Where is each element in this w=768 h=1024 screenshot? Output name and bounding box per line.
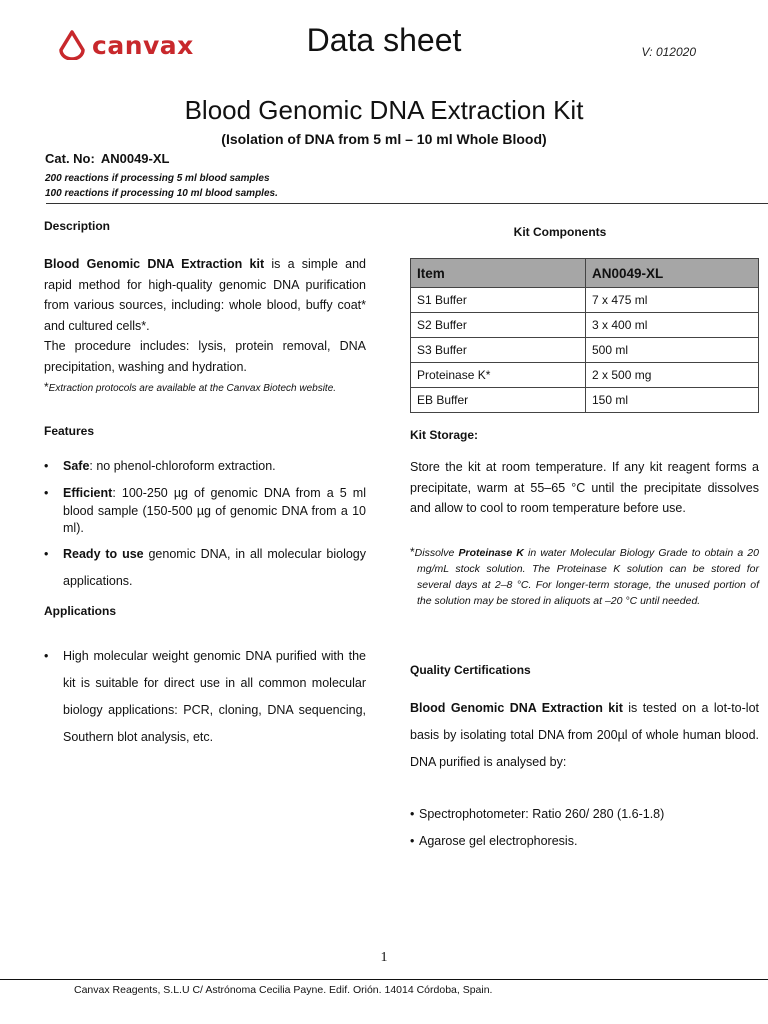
applications-heading: Applications <box>44 604 117 618</box>
note-text: Extraction protocols are available at the Canvax Biotech website. <box>48 383 337 394</box>
list-item <box>44 485 366 538</box>
reactions-info <box>45 171 278 201</box>
column-header: AN0049-XL <box>586 259 759 288</box>
header-divider <box>46 203 768 204</box>
table-header-row <box>411 259 759 288</box>
features-heading: Features <box>44 424 95 438</box>
feature-text: genomic DNA, in all molecular biology applications. <box>63 546 366 588</box>
list-item: • Agarose gel electrophoresis. <box>410 828 759 855</box>
components-table <box>410 258 759 413</box>
catalog-label: Cat. No: <box>45 151 95 166</box>
feature-name: Safe <box>63 459 90 473</box>
feature-text: : 100-250 µg of genomic DNA from a 5 ml blood sample (150-500 µg of genomic DNA from a 10 ml). <box>63 486 366 535</box>
applications-list <box>44 643 366 751</box>
quality-heading: Quality Certifications <box>410 663 531 677</box>
table-row <box>411 313 759 338</box>
storage-heading: Kit Storage: <box>410 428 479 442</box>
features-list <box>44 457 366 595</box>
table-cell: 3 x 400 ml <box>586 313 759 338</box>
quality-list <box>410 801 759 855</box>
logo-text: canvax <box>92 30 194 60</box>
catalog-number <box>45 151 169 166</box>
table-row <box>411 338 759 363</box>
table-row <box>411 363 759 388</box>
column-header: Item <box>411 259 586 288</box>
product-name: Blood Genomic DNA Extraction kit <box>44 257 265 271</box>
table-cell: S3 Buffer <box>411 338 586 363</box>
storage-paragraph: Store the kit at room temperature. If any kit reagent forms a precipitate, warm at 55–65 °C until the precipitate dissolves and allow to cool to room temperature before use. <box>410 460 759 515</box>
reactions-line: 100 reactions if processing 10 ml blood samples. <box>45 188 278 199</box>
note-text: Dissolve <box>414 547 459 559</box>
feature-name: Ready to use <box>63 546 144 561</box>
list-item <box>44 457 366 476</box>
note-text: in water Molecular Biology Grade to obtain a 20 mg/mL stock solution. The Proteinase K solution can be stored for several days at 2–8 °C. For longer-term storage, the unused portion of the solution may be stored in aliquots at –20 °C until needed. <box>417 547 759 607</box>
quality-paragraph <box>410 695 759 776</box>
table-row <box>411 288 759 313</box>
note-asterisk: * <box>44 380 49 394</box>
list-item <box>44 541 366 595</box>
note-bold-text: Proteinase K <box>458 547 524 559</box>
catalog-value: AN0049-XL <box>100 151 170 166</box>
table-cell: Proteinase K* <box>411 363 586 388</box>
table-cell: EB Buffer <box>411 388 586 413</box>
components-heading: Kit Components <box>513 225 607 239</box>
reactions-line: 200 reactions if processing 5 ml blood samples <box>45 173 270 184</box>
table-row <box>411 388 759 413</box>
footer-address: Canvax Reagents, S.L.U C/ Astrónoma Cecilia Payne. Edif. Orión. 14014 Córdoba, Spain. <box>74 984 493 996</box>
table-cell: 500 ml <box>586 338 759 363</box>
feature-name: Efficient <box>63 486 113 500</box>
product-name: Blood Genomic DNA Extraction kit <box>410 701 623 715</box>
description-note <box>44 380 366 396</box>
description-section <box>44 254 366 396</box>
description-heading: Description <box>44 219 111 233</box>
table-cell: 2 x 500 mg <box>586 363 759 388</box>
list-item: • Spectrophotometer: Ratio 260/ 280 (1.6-1.8) <box>410 801 759 828</box>
description-text: is a simple and rapid method for high-quality genomic DNA purification from various sources, including: whole blood, buffy coat* and cultured cells*. <box>44 257 366 333</box>
storage-note-text <box>410 544 759 609</box>
storage-note <box>410 544 759 609</box>
version-label: V: 012020 <box>641 45 696 59</box>
table-cell: S2 Buffer <box>411 313 586 338</box>
table-cell: 150 ml <box>586 388 759 413</box>
table-cell: S1 Buffer <box>411 288 586 313</box>
document-title: Data sheet <box>306 22 462 58</box>
procedure-paragraph: The procedure includes: lysis, protein removal, DNA precipitation, washing and hydration. <box>44 339 366 374</box>
footer-divider <box>0 979 768 980</box>
feature-text: : no phenol-chloroform extraction. <box>89 459 276 473</box>
kit-title: Blood Genomic DNA Extraction Kit <box>184 95 584 125</box>
table-cell: 7 x 475 ml <box>586 288 759 313</box>
page-number: 1 <box>380 950 388 965</box>
kit-subtitle: (Isolation of DNA from 5 ml – 10 ml Whole Blood) <box>221 131 547 147</box>
list-item: • High molecular weight genomic DNA purified with the kit is suitable for direct use in all common molecular biology applications: PCR, cloning, DNA sequencing, Southern blot analysis, etc. <box>44 643 366 751</box>
description-paragraph <box>44 254 366 336</box>
quality-text: is tested on a lot-to-lot basis by isolating total DNA from 200µl of whole human blood. DNA purified is analysed by: <box>410 701 759 769</box>
note-asterisk: * <box>410 545 415 559</box>
